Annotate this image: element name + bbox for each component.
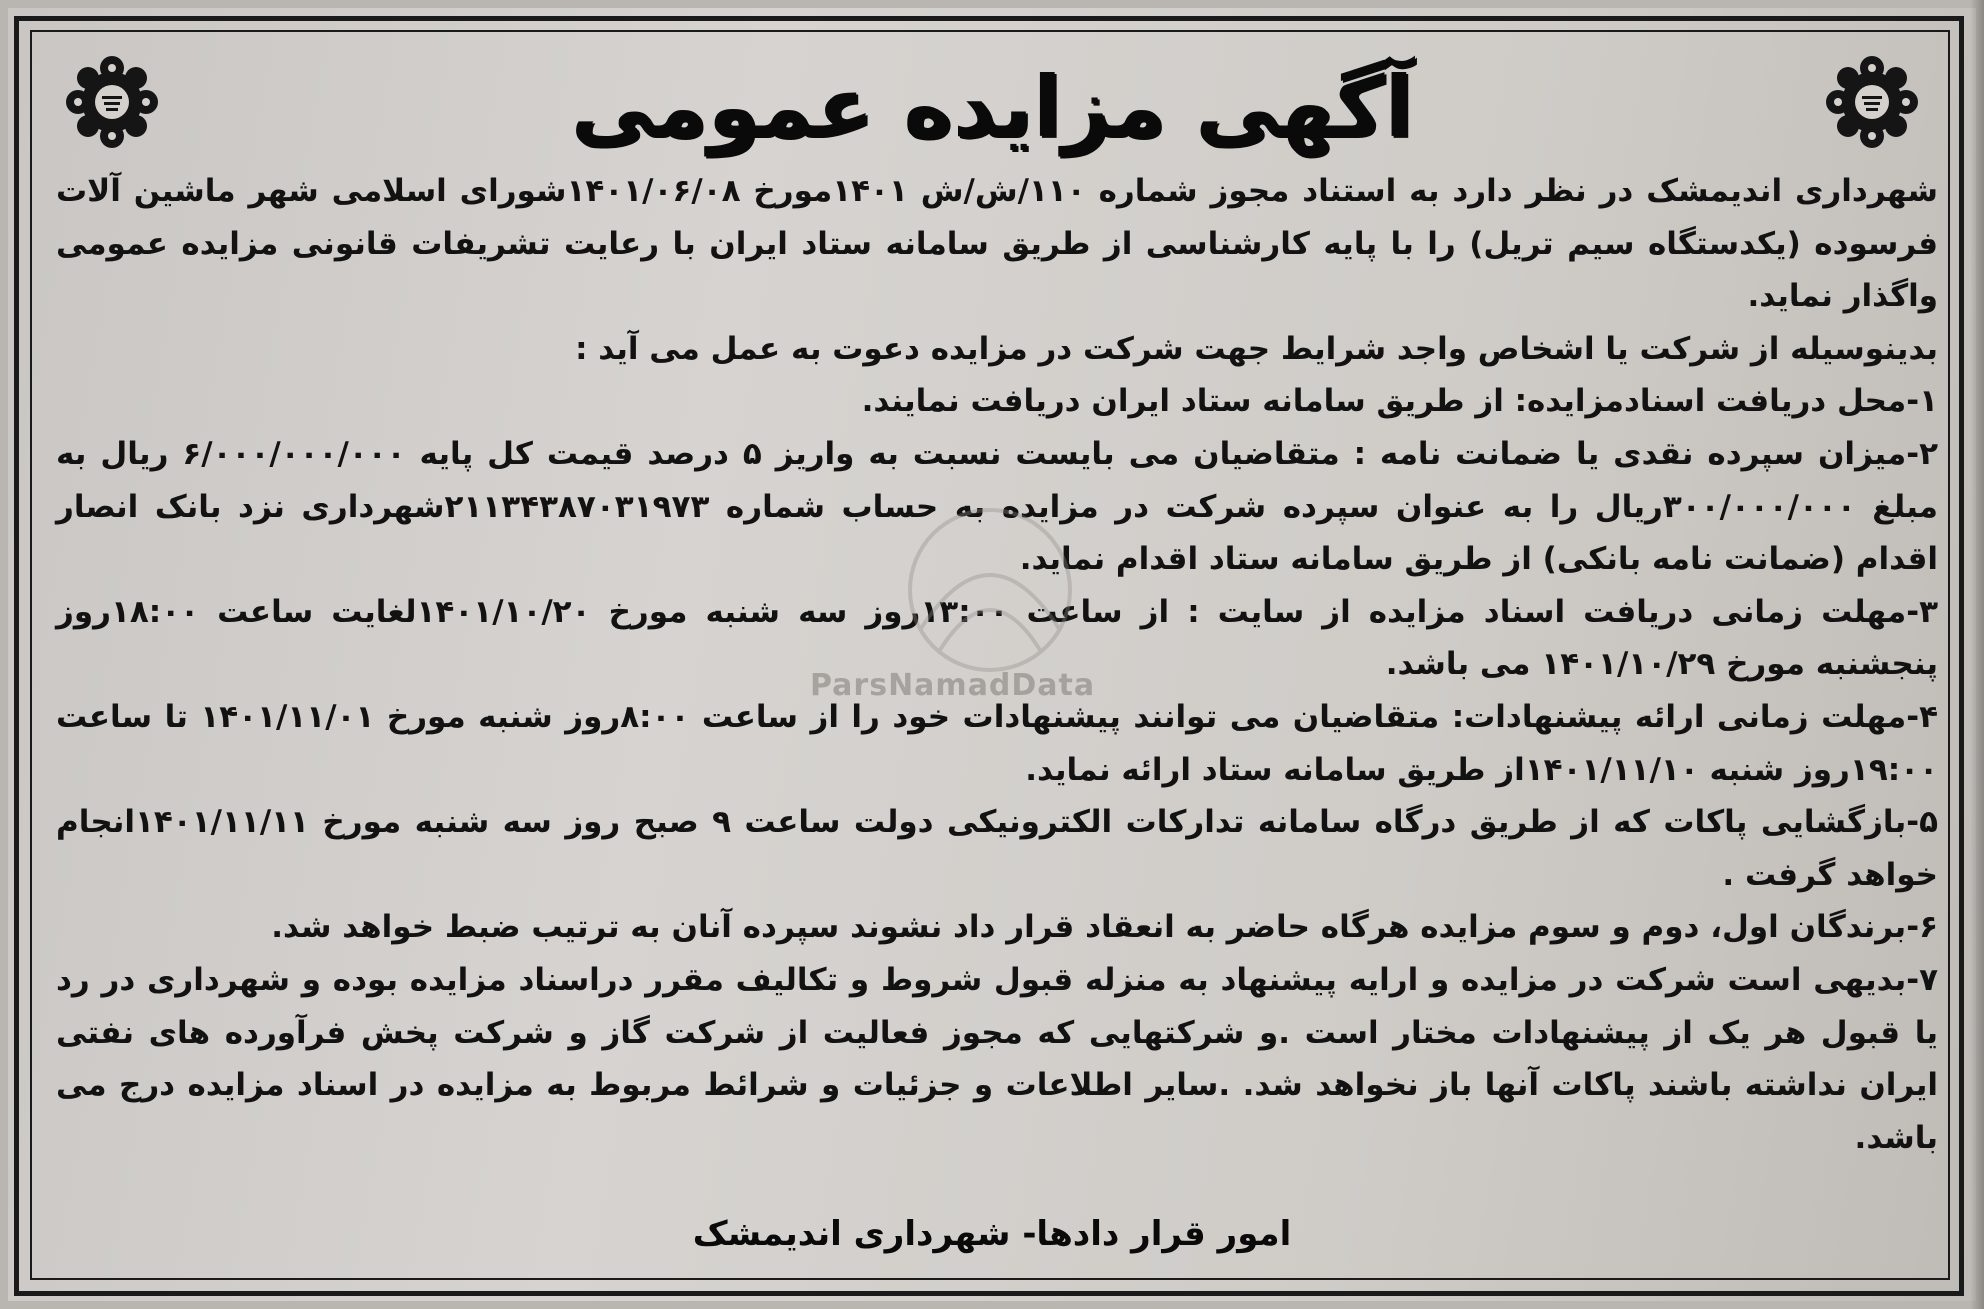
invitation-paragraph: بدینوسیله از شرکت یا اشخاص واجد شرایط جهت شرکت در مزایده دعوت به عمل می آید : xyxy=(575,330,1938,367)
clause-1: ۱-محل دریافت اسنادمزایده: از طریق سامانه ستاد ایران دریافت نمایند. xyxy=(861,383,1938,420)
clause-5: ۵-بازگشایی پاکات که از طریق درگاه سامانه تدارکات الکترونیکی دولت ساعت ۹ صبح روز سه شنبه مورخ ۱۴۰۱/۱۱/۱۱انجام خواهد گرفت . xyxy=(56,804,1938,893)
clause-4: ۴-مهلت زمانی ارائه پیشنهادات: متقاضیان می توانند پیشنهادات خود را از ساعت ۸:۰۰روز شنبه مورخ ۱۴۰۱/۱۱/۰۱ تا ساعت ۱۹:۰۰روز شنبه ۱۴۰۱/۱۱/۱۰از طریق سامانه ستاد ارائه نماید. xyxy=(56,698,1939,788)
clause-7: ۷-بدیهی است شرکت در مزایده و ارایه پیشنهاد به منزله قبول شروط و تکالیف مقرر دراسناد مزایده بوده و شهرداری در رد یا قبول هر یک از پیشنهادات مختار است .و شرکتهایی که مجوز فعالیت از شرکت گاز و شرکت پخش فرآورده های نفتی ایران نداشته باشند پاکات آنها باز نخواهد شد. .سایر اطلاعات و جزئیات و شرائط مربوط به مزایده در اسناد مزایده درج می باشد. xyxy=(56,961,1938,1156)
notice-title: آگهی مزایده عمومی xyxy=(570,58,1414,156)
notice-body xyxy=(56,165,1938,1164)
clause-3: ۳-مهلت زمانی دریافت اسناد مزایده از سایت : از ساعت ۱۳:۰۰روز سه شنبه مورخ ۱۴۰۱/۱۰/۲۰لغایت ساعت ۱۸:۰۰روز پنجشنبه مورخ ۱۴۰۱/۱۰/۲۹ می باشد. xyxy=(56,593,1938,683)
clause-2: ۲-میزان سپرده نقدی یا ضمانت نامه : متقاضیان می بایست نسبت به واریز ۵ درصد قیمت کل پایه ۶/۰۰۰/۰۰۰/۰۰۰ ریال به مبلغ ۳۰۰/۰۰۰/۰۰۰ریال را به عنوان سپرده شرکت در مزایده به حساب شماره ۲۱۱۳۴۳۸۷۰۳۱۹۷۳شهرداری نزد بانک انصار اقدام (ضمانت نامه بانکی) از طریق سامانه ستاد اقدام نماید. xyxy=(56,435,1938,578)
photo-edge-shadow xyxy=(1970,0,1984,1309)
intro-paragraph: شهرداری اندیمشک در نظر دارد به استناد مجوز شماره ۱۱۰/ش/ش ۱۴۰۱مورخ ۱۴۰۱/۰۶/۰۸شورای اسلامی شهر ماشین آلات فرسوده (یکدستگاه سیم تریل) را با پایه کارشناسی از طریق سامانه ستاد ایران با رعایت تشریفات قانونی مزایده عمومی واگذار نماید. xyxy=(56,173,1938,315)
notice-signature: امور قرار دادها- شهرداری اندیمشک xyxy=(692,1214,1292,1254)
watermark-text: ParsNamadData xyxy=(810,668,1096,703)
clause-6: ۶-برندگان اول، دوم و سوم مزایده هرگاه حاضر به انعقاد قرار داد نشوند سپرده آنان به ترتیب ضبط خواهد شد. xyxy=(271,909,1938,946)
